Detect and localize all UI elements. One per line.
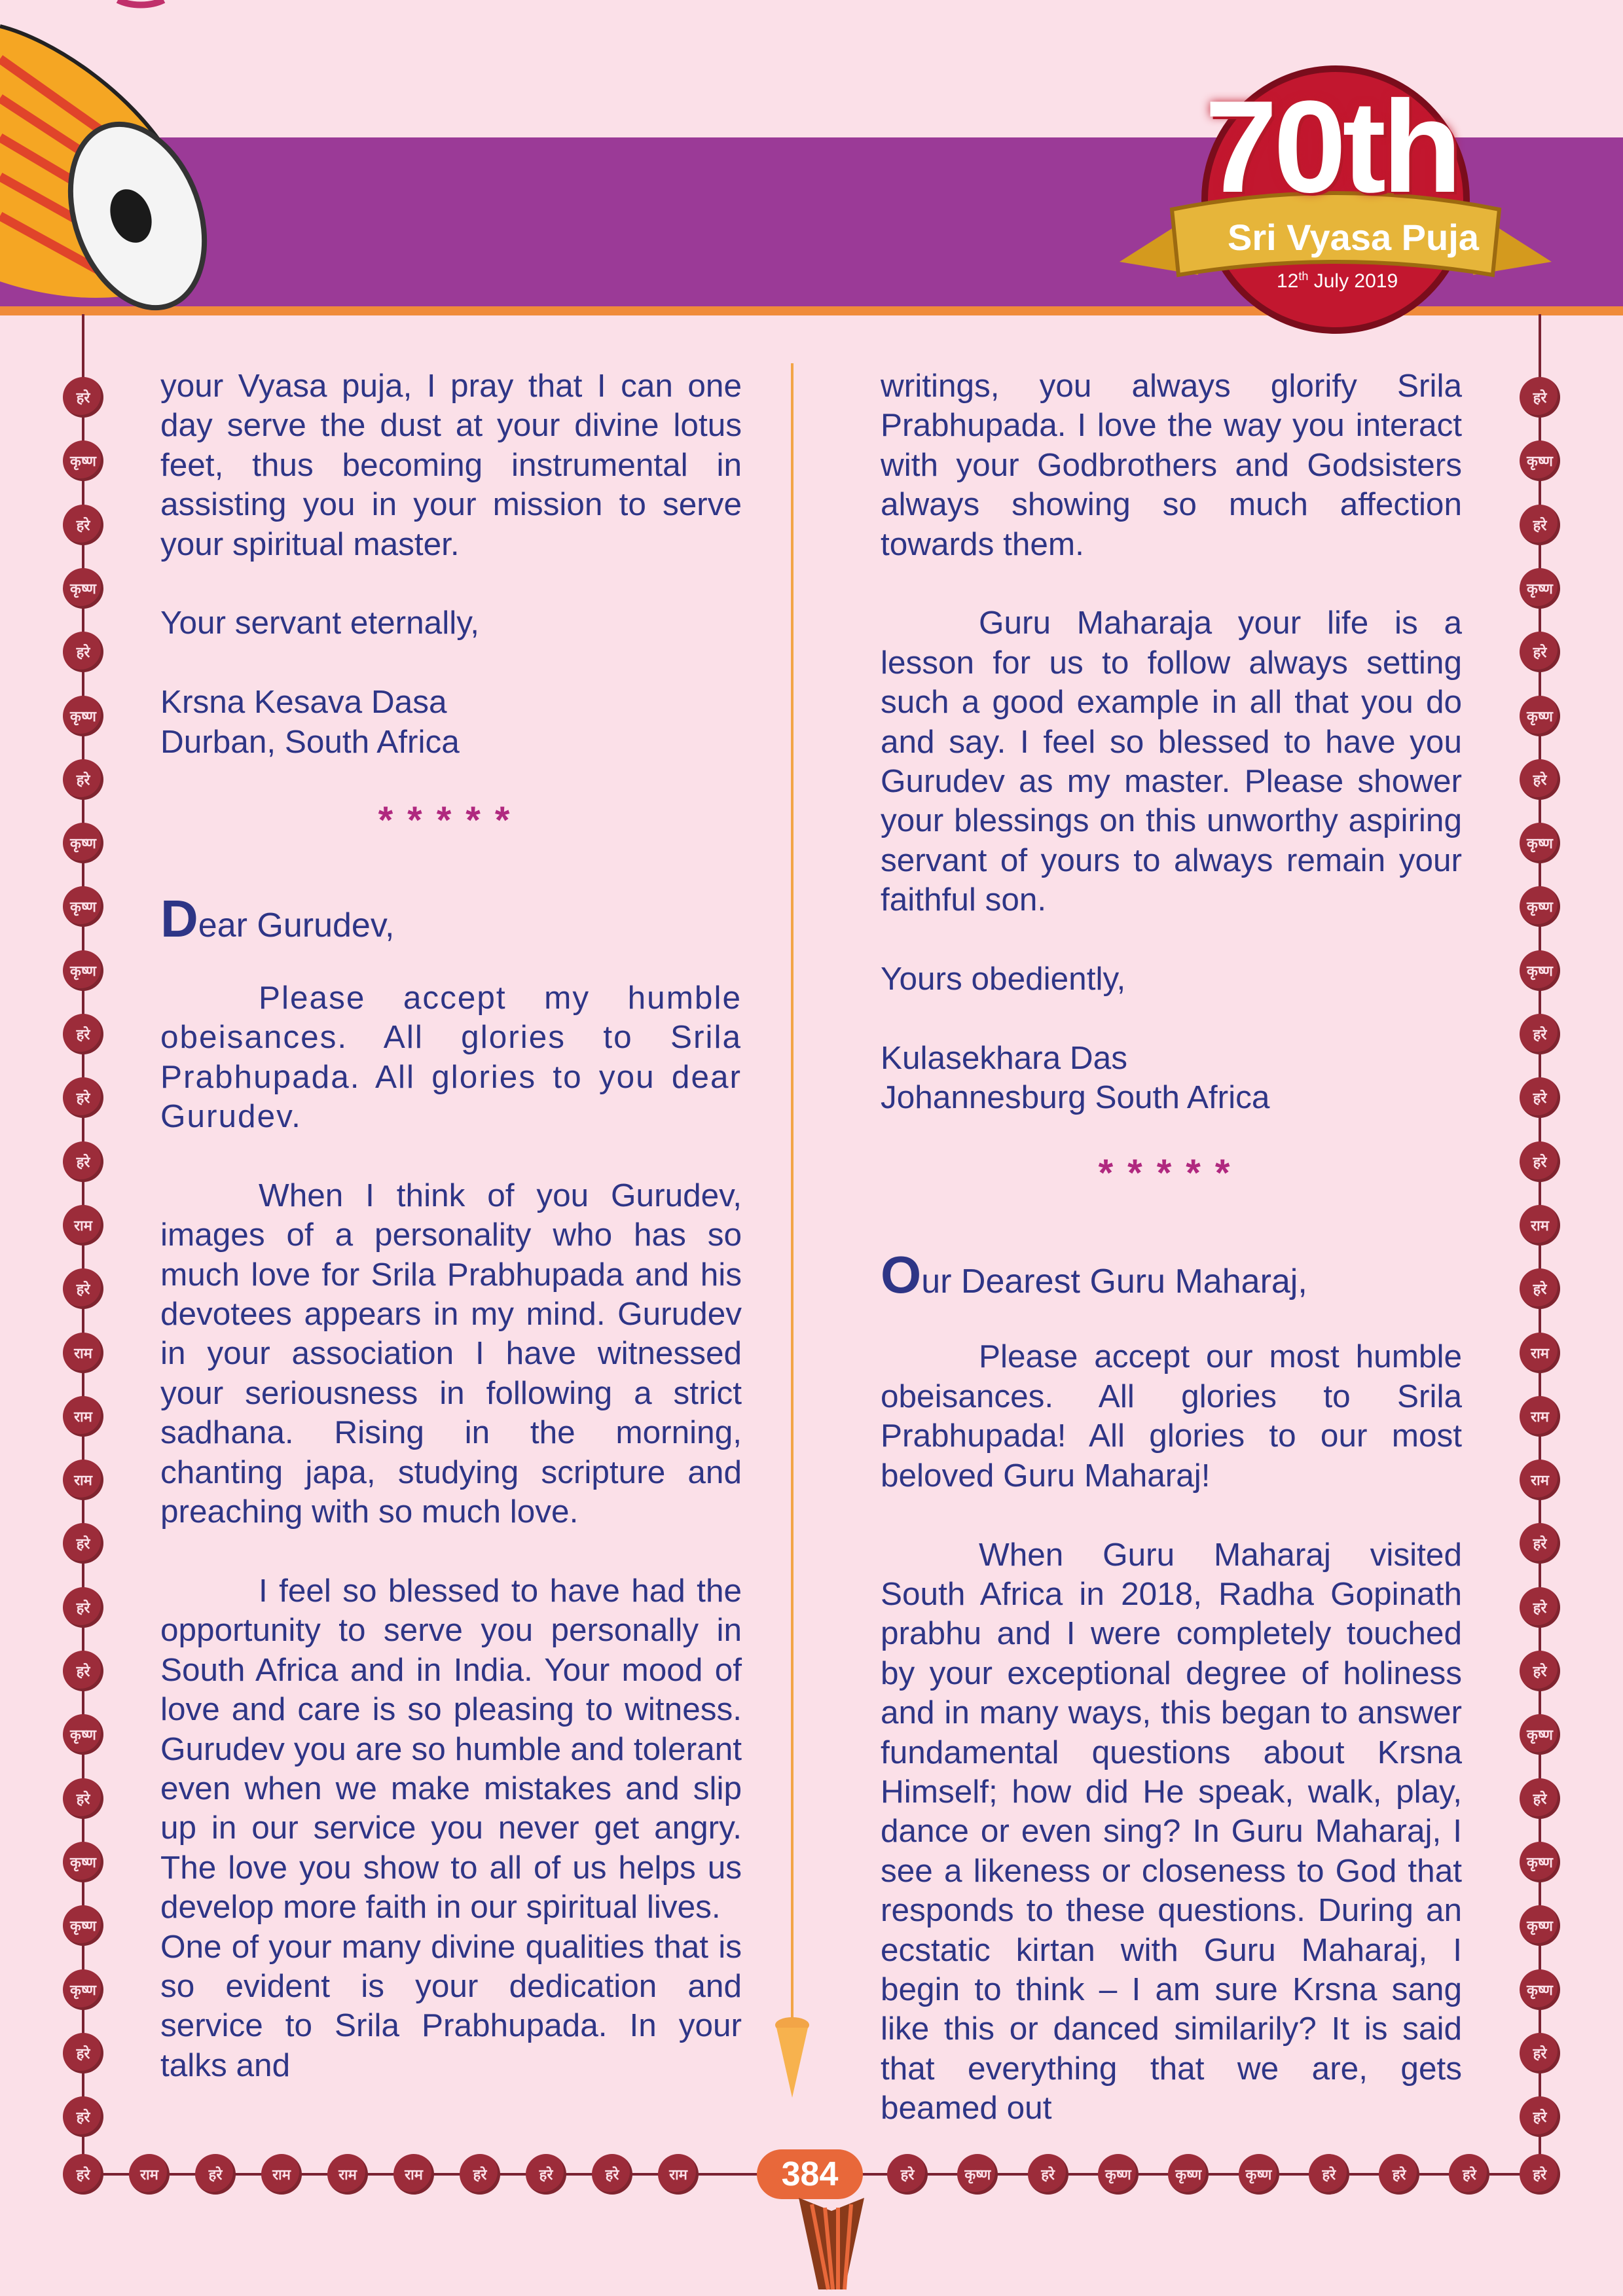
bead: हरे xyxy=(1520,2154,1560,2195)
bead: हरे xyxy=(460,2154,500,2195)
letter-paragraph: When Guru Maharaj visited South Africa in 2018, Radha Gopinath prabhu and I were completely touched by your exceptional degree of holiness and in many ways, this began to answer fundamental questions about Krsna Himself; how did He speak, walk, play, dance or even sing? In Guru Maharaj, I see a likeness or closeness to God that responds to these questions. During an ecstatic kirtan with Guru Maharaj, I begin to think – I am sure Krsna sang like this or danced similarily? It is said that everything that we are, gets beamed out xyxy=(881,1536,1462,2126)
letter-paragraph: Please accept my humble obeisances. All glories to Srila Prabhupada. All glories to you dear Gurudev. xyxy=(160,979,742,1135)
bead: कृष्ण xyxy=(1239,2154,1279,2195)
bead: हरे xyxy=(1520,632,1560,672)
bead: राम xyxy=(129,2154,170,2195)
bead: राम xyxy=(63,1460,103,1500)
bead: राम xyxy=(261,2154,302,2195)
bead: हरे xyxy=(63,759,103,800)
bead: हरे xyxy=(63,1014,103,1054)
bead: कृष्ण xyxy=(1168,2154,1209,2195)
bead: कृष्ण xyxy=(63,1969,103,2010)
bead: हरे xyxy=(1520,2033,1560,2073)
badge-date: 12th July 2019 xyxy=(1277,270,1398,292)
bead: हरे xyxy=(887,2154,928,2195)
separator-stars: ***** xyxy=(378,799,524,842)
badge-subtitle: Sri Vyasa Puja xyxy=(1228,217,1479,258)
bead: कृष्ण xyxy=(1520,950,1560,991)
bead: हरे xyxy=(63,1141,103,1182)
letter-closing: Your servant eternally, xyxy=(160,605,480,641)
bead: हरे xyxy=(63,1523,103,1564)
bead: राम xyxy=(63,1205,103,1246)
bead: हरे xyxy=(1520,1523,1560,1564)
bead: राम xyxy=(1520,1396,1560,1437)
bead: हरे xyxy=(63,2096,103,2137)
bead: हरे xyxy=(1520,1778,1560,1819)
bead: राम xyxy=(658,2154,699,2195)
bead: राम xyxy=(1520,1205,1560,1246)
bead: हरे xyxy=(63,1268,103,1309)
bead: कृष्ण xyxy=(1520,823,1560,863)
bead: हरे xyxy=(526,2154,566,2195)
bead: राम xyxy=(63,1396,103,1437)
bead: हरे xyxy=(1520,1268,1560,1309)
bead: राम xyxy=(1520,1333,1560,1373)
letter-salutation: Dear Gurudev, xyxy=(160,889,395,948)
bead: कृष्ण xyxy=(1520,696,1560,736)
bead: कृष्ण xyxy=(63,1842,103,1882)
bead: कृष्ण xyxy=(1098,2154,1139,2195)
bead: कृष्ण xyxy=(63,696,103,736)
bead: हरे xyxy=(63,1651,103,1691)
bead: कृष्ण xyxy=(957,2154,998,2195)
bead: राम xyxy=(393,2154,434,2195)
badge-title: 70th xyxy=(1205,74,1459,220)
letter-closing: Yours obediently, xyxy=(881,961,1126,997)
letter-salutation: Our Dearest Guru Maharaj, xyxy=(881,1246,1307,1304)
bead: कृष्ण xyxy=(63,823,103,863)
bead: कृष्ण xyxy=(1520,568,1560,609)
letter-paragraph: Guru Maharaja your life is a lesson for us to follow always setting such a good example in all that you do and say. I feel so blessed to have you Gurudev as my master. Please shower your blessings on this unworthy aspiring servant of yours to always remain your faithful son. xyxy=(881,605,1462,918)
bead: राम xyxy=(1520,1460,1560,1500)
bead: कृष्ण xyxy=(1520,1969,1560,2010)
bead: हरे xyxy=(195,2154,236,2195)
bead: हरे xyxy=(1520,505,1560,545)
bead: कृष्ण xyxy=(1520,1905,1560,1946)
page-number: 384 xyxy=(757,2149,863,2199)
left-column xyxy=(160,367,742,2085)
bead: हरे xyxy=(592,2154,632,2195)
bead: हरे xyxy=(63,1778,103,1819)
bead: हरे xyxy=(1520,377,1560,418)
bead: कृष्ण xyxy=(63,1905,103,1946)
bead: हरे xyxy=(1028,2154,1068,2195)
bead: हरे xyxy=(1520,2096,1560,2137)
bead: कृष्ण xyxy=(63,1714,103,1755)
mridanga-drum-icon xyxy=(0,0,249,314)
bead: हरे xyxy=(63,2154,103,2195)
bead: राम xyxy=(63,1333,103,1373)
bead: कृष्ण xyxy=(1520,886,1560,927)
bead: हरे xyxy=(1520,1587,1560,1628)
author-name: Krsna Kesava Dasa xyxy=(160,684,447,721)
author-place: Johannesburg South Africa xyxy=(881,1079,1270,1116)
bead: हरे xyxy=(1449,2154,1489,2195)
bead: हरे xyxy=(1520,1014,1560,1054)
bead: कृष्ण xyxy=(1520,1714,1560,1755)
author-place: Durban, South Africa xyxy=(160,723,460,760)
bead: हरे xyxy=(1520,1141,1560,1182)
letter-paragraph: Please accept our most humble obeisances. All glories to Srila Prabhupada! All glories to our most beloved Guru Maharaj! xyxy=(881,1338,1462,1494)
bead: हरे xyxy=(63,505,103,545)
separator-stars: ***** xyxy=(1098,1151,1245,1194)
bottom-tassel-icon xyxy=(792,2198,871,2296)
bead: हरे xyxy=(63,1587,103,1628)
author-name: Kulasekhara Das xyxy=(881,1039,1127,1076)
bead: हरे xyxy=(1309,2154,1349,2195)
bead: कृष्ण xyxy=(63,886,103,927)
letter-paragraph: writings, you always glorify Srila Prabhupada. I love the way you interact with your Godbrothers and Godsisters always showing so much affection towards them. xyxy=(881,368,1462,562)
bead: हरे xyxy=(1520,759,1560,800)
bead: कृष्ण xyxy=(63,440,103,481)
letter-paragraph: I feel so blessed to have had the opportunity to serve you personally in South Africa and in India. Your mood of love and care is so pleasing to witness. Gurudev you are so humble and tolerant even when we make mistakes and slip up in our service you never get angry. The love you show to all of us helps us develop more faith in our spiritual lives. xyxy=(160,1572,742,1926)
letter-paragraph: your Vyasa puja, I pray that I can one day serve the dust at your divine lotus feet, thus becoming instrumental in assisting you in your mission to serve your spiritual master. xyxy=(160,368,742,562)
bead: कृष्ण xyxy=(63,950,103,991)
bead: हरे xyxy=(1379,2154,1419,2195)
bead: हरे xyxy=(63,1077,103,1118)
bead: राम xyxy=(327,2154,368,2195)
letter-paragraph: When I think of you Gurudev, images of a personality who has so much love for Srila Prabhupada and his devotees appears in my mind. Gurudev in your association I have witnessed your seriousness in following a strict sadhana. Rising in the morning, chanting japa, studying scripture and preaching with so much love. xyxy=(160,1177,742,1530)
bead: हरे xyxy=(1520,1077,1560,1118)
bead: हरे xyxy=(63,632,103,672)
bead: हरे xyxy=(63,377,103,418)
bead: हरे xyxy=(63,2033,103,2073)
column-divider xyxy=(791,363,793,2019)
bead: कृष्ण xyxy=(1520,440,1560,481)
divider-tassel-icon xyxy=(773,2016,812,2101)
bead: कृष्ण xyxy=(1520,1842,1560,1882)
right-column xyxy=(881,367,1462,2128)
letter-paragraph: One of your many divine qualities that is so evident is your dedication and service to Srila Prabhupada. In your talks and xyxy=(160,1928,742,2083)
bead: कृष्ण xyxy=(63,568,103,609)
bead: हरे xyxy=(1520,1651,1560,1691)
